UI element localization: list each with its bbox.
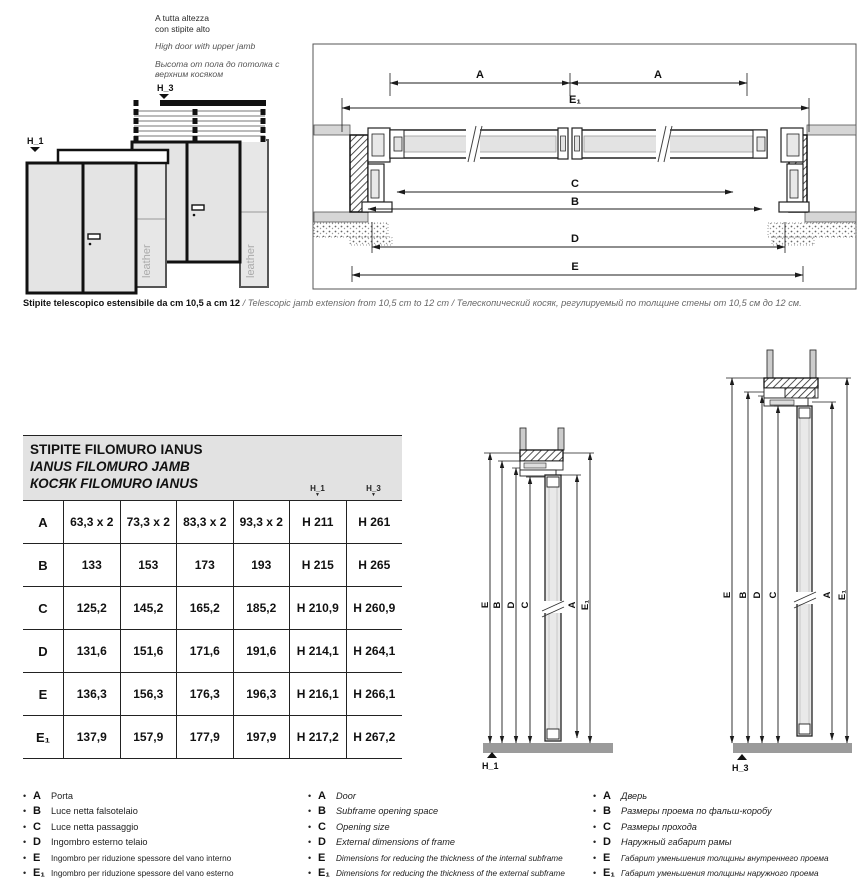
- dim-label-c: C: [571, 178, 579, 190]
- legend-item: [593, 867, 861, 882]
- legend-text: Porta: [51, 791, 73, 801]
- table-cell: H 216,1: [289, 673, 346, 715]
- dim-label-c: C: [520, 601, 531, 609]
- bullet-icon: •: [308, 821, 312, 832]
- row-label: A: [38, 514, 48, 530]
- table-cell: H 217,2: [289, 716, 346, 758]
- table-cell: 157,9: [120, 716, 177, 758]
- spec-table-header: [23, 436, 402, 500]
- table-cell: 153: [120, 544, 177, 586]
- table-cell: 156,3: [120, 673, 177, 715]
- table-row: [23, 672, 402, 715]
- door-handle: [88, 234, 100, 239]
- caption-en: Telescopic jamb extension from 10,5 cm to 12 cm: [247, 298, 450, 308]
- column-header-h3-label: H_3: [366, 484, 381, 493]
- legend-key: D: [603, 836, 611, 849]
- bullet-icon: •: [593, 852, 597, 863]
- bullet-icon: •: [308, 852, 312, 863]
- door-leaf: [187, 142, 240, 262]
- caption-it: Stipite telescopico estensibile da cm 10,5 a cm 12: [23, 298, 241, 308]
- legend-text: Ingombro esterno telaio: [51, 837, 148, 848]
- legend-item: [593, 805, 861, 820]
- legend-item: [593, 836, 861, 851]
- table-cell: 185,2: [233, 587, 290, 629]
- door-panel-left: [390, 126, 560, 162]
- legend-item: [593, 790, 861, 805]
- caption-ru: Телескопический косяк, регулируемый по толщине стены от 10,5 см до 12 см.: [456, 298, 802, 308]
- legend-key: E₁: [318, 866, 330, 879]
- door-group-h1: [27, 150, 168, 293]
- legend-key: E₁: [33, 866, 45, 879]
- legend-text: Luce netta falsotelaio: [51, 806, 138, 817]
- table-cell: 136,3: [63, 673, 120, 715]
- dim-label-a-left: A: [476, 69, 484, 81]
- table-title-it: STIPITE FILOMURO IANUS: [30, 442, 203, 457]
- table-cell: H 211: [289, 501, 346, 543]
- h1-marker-label: H_1: [27, 136, 44, 146]
- table-cell: 197,9: [233, 716, 290, 758]
- legend-text: Наружный габарит рамы: [621, 837, 732, 848]
- table-cell: 191,6: [233, 630, 290, 672]
- h3-marker-label: H_3: [732, 763, 749, 773]
- legend-item: [593, 852, 861, 867]
- bullet-icon: •: [593, 837, 597, 848]
- triangle-down-icon: [159, 94, 169, 99]
- bullet-icon: •: [593, 791, 597, 801]
- diagram-border: [313, 44, 856, 289]
- hatched-header: [520, 450, 563, 461]
- table-cell: 165,2: [176, 587, 233, 629]
- legend-item: [23, 821, 308, 836]
- dim-label-e1: E₁: [580, 599, 591, 611]
- table-title-ru: КОСЯК FILOMURO IANUS: [30, 476, 199, 491]
- triangle-down-icon: ▼: [315, 492, 320, 498]
- table-cell: 93,3 x 2: [233, 501, 290, 543]
- dim-label-e: E: [571, 261, 579, 273]
- column-header-h1-label: H_1: [310, 484, 325, 493]
- table-cell: H 260,9: [346, 587, 403, 629]
- bullet-icon: •: [593, 867, 597, 878]
- intro-ru-line1: Высота от пола до потолка с: [155, 58, 280, 69]
- table-row: [23, 500, 402, 543]
- dimension-lines: [726, 378, 851, 743]
- table-cell: 193: [233, 544, 290, 586]
- triangle-up-icon: [737, 754, 747, 760]
- dim-label-a: A: [567, 601, 578, 609]
- hatched-wall-left: [350, 135, 368, 212]
- legend-text: Opening size: [336, 821, 390, 832]
- table-title-en: IANUS FILOMURO JAMB: [30, 459, 190, 474]
- legend-key: B: [33, 805, 41, 818]
- door-panel-right: [580, 126, 767, 162]
- legend-text: Dimensions for reducing the thickness of the internal subframe: [336, 853, 563, 863]
- table-cell: H 264,1: [346, 630, 403, 672]
- h1-marker-label: H_1: [482, 761, 499, 771]
- legend-item: [308, 852, 593, 867]
- table-cell: 171,6: [176, 630, 233, 672]
- doors-illustration: [18, 78, 303, 303]
- row-label: C: [38, 600, 48, 616]
- legend-text: Размеры прохода: [621, 821, 697, 832]
- legend-text: Габарит уменьшения толщины внутреннего проема: [621, 853, 829, 863]
- legend-text: Габарит уменьшения толщины наружного проема: [621, 868, 819, 878]
- upper-jamb-bar: [58, 150, 168, 163]
- caption: [23, 298, 859, 308]
- intro-en: High door with upper jamb: [155, 41, 256, 51]
- dim-label-e: E: [480, 601, 491, 609]
- column-header-h3: [345, 484, 402, 498]
- table-cell: 145,2: [120, 587, 177, 629]
- door-leaf-section: [794, 406, 816, 736]
- legend-key: C: [318, 820, 326, 833]
- table-cell: H 266,1: [346, 673, 403, 715]
- leather-label: leather: [245, 244, 257, 278]
- dim-label-b: B: [492, 601, 503, 609]
- dim-label-b: B: [738, 591, 749, 599]
- legend-item: [308, 867, 593, 882]
- legend-column-ru: [593, 790, 861, 882]
- table-cell: H 265: [346, 544, 403, 586]
- floor-bar: [733, 743, 852, 753]
- dim-label-d: D: [506, 601, 517, 609]
- table-cell: 63,3 x 2: [63, 501, 120, 543]
- legend-key: E: [603, 851, 611, 864]
- vertical-section-h3: [700, 340, 861, 775]
- table-row: [23, 629, 402, 672]
- door-handle: [192, 205, 204, 210]
- header-profiles: [520, 461, 563, 476]
- legend-column-it: [23, 790, 308, 882]
- table-cell: 133: [63, 544, 120, 586]
- row-label: B: [38, 557, 48, 573]
- vertical-section-h1: [450, 350, 665, 775]
- caption-separator: /: [240, 298, 248, 308]
- legend-key: A: [33, 790, 41, 802]
- dim-label-a-right: A: [654, 69, 662, 81]
- table-row: [23, 586, 402, 629]
- subframe-posts: [520, 428, 564, 450]
- table-cell: 125,2: [63, 587, 120, 629]
- triangle-down-icon: [30, 147, 40, 152]
- spec-table: [23, 435, 402, 759]
- legend-item: [23, 790, 308, 805]
- dim-label-e: E: [722, 591, 733, 599]
- dim-label-e1: E₁: [569, 94, 581, 106]
- legend-text: External dimensions of frame: [336, 837, 455, 848]
- subframe-posts: [767, 350, 816, 378]
- table-row: [23, 715, 402, 758]
- legend-key: D: [33, 836, 41, 849]
- dimension-lines: [484, 453, 594, 743]
- leather-label: leather: [141, 244, 153, 278]
- table-cell: 83,3 x 2: [176, 501, 233, 543]
- legend-text: Door: [336, 791, 356, 801]
- legend-key: E: [318, 851, 326, 864]
- column-header-h1: [289, 484, 346, 498]
- bullet-icon: •: [23, 806, 27, 817]
- legend-key: E₁: [603, 866, 615, 879]
- door-leaf: [83, 163, 136, 293]
- table-cell: 131,6: [63, 630, 120, 672]
- legend-text: Dimensions for reducing the thickness of the external subframe: [336, 868, 565, 878]
- table-cell: H 261: [346, 501, 403, 543]
- legend-text: Дверь: [621, 791, 648, 801]
- bullet-icon: •: [23, 821, 27, 832]
- legend-item: [23, 867, 308, 882]
- row-label: E: [38, 686, 48, 702]
- triangle-down-icon: ▼: [371, 492, 376, 498]
- legend-item: [23, 852, 308, 867]
- bullet-icon: •: [308, 867, 312, 878]
- table-cell: H 210,9: [289, 587, 346, 629]
- intro-text: [155, 13, 279, 80]
- door-leaf: [27, 163, 83, 293]
- legend-text: Luce netta passaggio: [51, 821, 139, 832]
- caption-separator: /: [449, 298, 457, 308]
- table-cell: 177,9: [176, 716, 233, 758]
- bullet-icon: •: [23, 867, 27, 878]
- legend-item: [308, 790, 593, 805]
- legend-item: [308, 805, 593, 820]
- table-cell: 196,3: [233, 673, 290, 715]
- dim-label-e1: E₁: [837, 589, 848, 601]
- legend-column-en: [308, 790, 593, 882]
- intro-it-line2: con stipite alto: [155, 23, 210, 34]
- dim-label-d: D: [752, 591, 763, 599]
- legend-item: [23, 805, 308, 820]
- bullet-icon: •: [593, 821, 597, 832]
- legend-key: C: [33, 820, 41, 833]
- dim-label-a: A: [822, 591, 833, 599]
- bullet-icon: •: [23, 791, 27, 801]
- table-cell: 176,3: [176, 673, 233, 715]
- dim-label-d: D: [571, 233, 579, 245]
- legend-text: Ingombro per riduzione spessore del vano interno: [51, 853, 232, 863]
- h3-marker-label: H_3: [157, 83, 174, 93]
- table-cell: 173: [176, 544, 233, 586]
- bullet-icon: •: [593, 806, 597, 817]
- header-profiles: [764, 388, 818, 406]
- table-cell: H 215: [289, 544, 346, 586]
- bullet-icon: •: [308, 791, 312, 801]
- legend-key: B: [603, 805, 611, 818]
- bullet-icon: •: [308, 837, 312, 848]
- legend-item: [593, 821, 861, 836]
- row-label: E₁: [35, 729, 51, 745]
- legend-text: Размеры проема по фальш-коробу: [621, 806, 772, 817]
- dim-label-c: C: [768, 591, 779, 599]
- table-cell: H 267,2: [346, 716, 403, 758]
- legend-item: [308, 836, 593, 851]
- table-row: [23, 543, 402, 586]
- row-label: D: [38, 643, 48, 659]
- dim-label-b: B: [571, 196, 579, 208]
- legend-key: B: [318, 805, 326, 818]
- legend-key: A: [603, 790, 611, 802]
- legend-key: C: [603, 820, 611, 833]
- door-leaf-section: [542, 475, 564, 741]
- bullet-icon: •: [308, 806, 312, 817]
- table-cell: 73,3 x 2: [120, 501, 177, 543]
- legend-key: D: [318, 836, 326, 849]
- legend-item: [23, 836, 308, 851]
- legend-key: E: [33, 851, 41, 864]
- hatched-header: [764, 378, 818, 388]
- table-cell: H 214,1: [289, 630, 346, 672]
- bullet-icon: •: [23, 852, 27, 863]
- intro-ru-line2: верхним косяком: [155, 69, 224, 79]
- legend-text: Subframe opening space: [336, 806, 439, 817]
- legend-item: [308, 821, 593, 836]
- legend-text: Ingombro per riduzione spessore del vano esterno: [51, 868, 234, 878]
- floor-bar: [483, 743, 613, 753]
- bullet-icon: •: [23, 837, 27, 848]
- table-cell: 137,9: [63, 716, 120, 758]
- intro-it-line1: A tutta altezza: [155, 13, 209, 23]
- cross-section-diagram: [310, 40, 861, 292]
- table-cell: 151,6: [120, 630, 177, 672]
- legend-key: A: [318, 790, 326, 802]
